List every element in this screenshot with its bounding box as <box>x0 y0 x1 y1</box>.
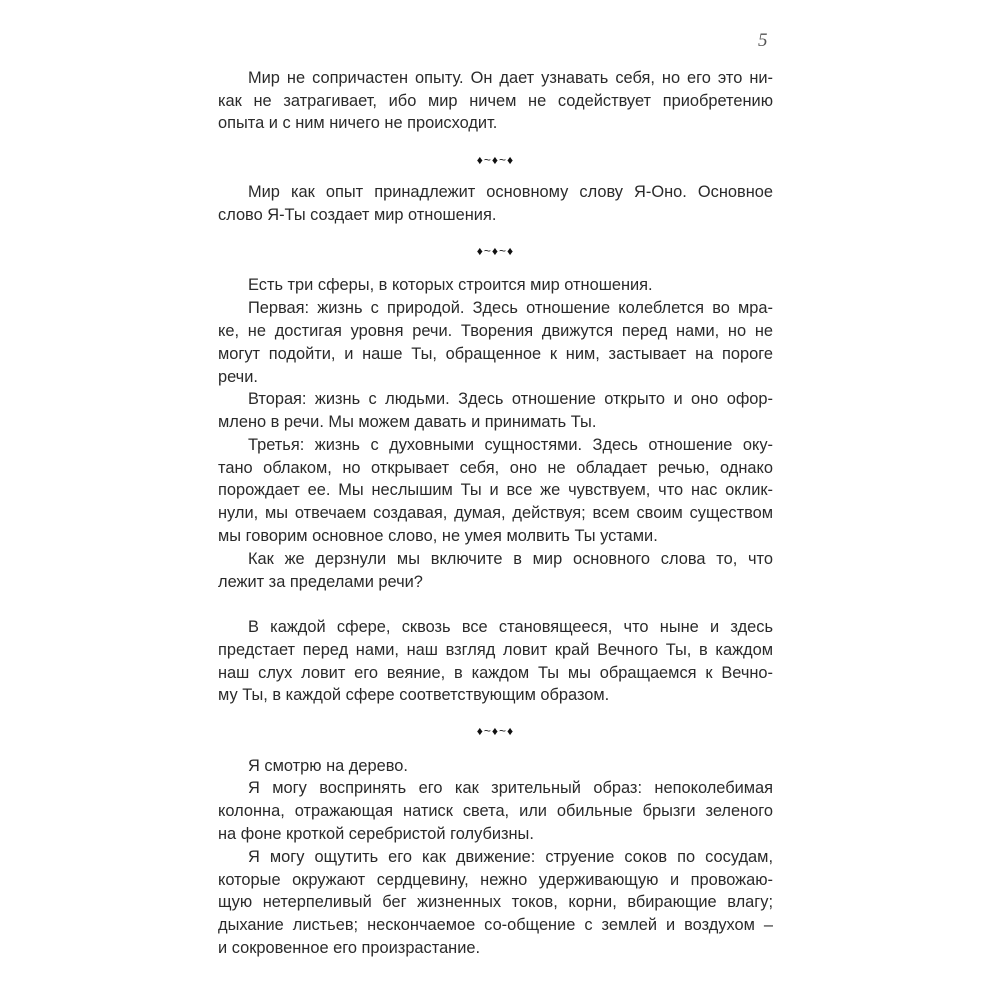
paragraph-line: Я могу воспринять его как зрительный образ: непоколебимая <box>248 779 773 797</box>
paragraph-line: Вторая: жизнь с людьми. Здесь отношение открыто и оно офор- <box>248 390 773 408</box>
page-number: 5 <box>758 30 768 51</box>
paragraph-line: мы говорим основное слово, не умея молвить Ты устами. <box>218 527 658 545</box>
paragraph-line: опыта и с ним ничего не происходит. <box>218 114 498 132</box>
paragraph-line: Первая: жизнь с природой. Здесь отношение колеблется во мра- <box>248 299 773 317</box>
paragraph-line: как не затрагивает, ибо мир ничем не содействует приобретению <box>218 92 773 110</box>
paragraph-line: предстает перед нами, наш взгляд ловит край Вечного Ты, в каждом <box>218 641 773 659</box>
paragraph-line: Мир не сопричастен опыту. Он дает узнавать себя, но его это ни- <box>248 69 773 87</box>
paragraph-line: Как же дерзнули мы включите в мир основного слова то, что <box>248 550 773 568</box>
paragraph-line: В каждой сфере, сквозь все становящееся, что ныне и здесь <box>248 618 773 636</box>
paragraph-line: Есть три сферы, в которых строится мир отношения. <box>248 276 653 294</box>
section-separator: ♦~♦~♦ <box>476 244 515 258</box>
paragraph-line: млено в речи. Мы можем давать и принимать Ты. <box>218 413 597 431</box>
paragraph-line: речи. <box>218 368 258 386</box>
paragraph-line: нули, мы отвечаем создавая, думая, действуя; всем своим существом <box>218 504 773 522</box>
paragraph-line: которые окружают сердцевину, нежно удерживающую и провожаю- <box>218 871 773 889</box>
paragraph-line: Мир как опыт принадлежит основному слову Я-Оно. Основное <box>248 183 773 201</box>
paragraph-line: ке, не достигая уровня речи. Творения движутся перед нами, но не <box>218 322 773 340</box>
paragraph-line: могут подойти, и наше Ты, обращенное к ним, застывает на пороге <box>218 345 773 363</box>
section-separator: ♦~♦~♦ <box>476 153 515 167</box>
paragraph-line: и сокровенное его произрастание. <box>218 939 481 957</box>
paragraph-line: Я могу ощутить его как движение: струение соков по сосудам, <box>248 848 773 866</box>
paragraph-line: слово Я-Ты создает мир отношения. <box>218 206 497 224</box>
paragraph-line: на фоне кроткой серебристой голубизны. <box>218 825 534 843</box>
paragraph-line: дыхание листьев; нескончаемое со-общение с землей и воздухом – <box>218 916 773 934</box>
paragraph-line: порождает ее. Мы неслышим Ты и все же чувствуем, что нас оклик- <box>218 481 773 499</box>
paragraph-line: Третья: жизнь с духовными сущностями. Здесь отношение оку- <box>248 436 773 454</box>
section-separator: ♦~♦~♦ <box>476 724 515 738</box>
paragraph-line: щую нетерпеливый бег жизненных токов, корни, вбирающие влагу; <box>218 893 773 911</box>
paragraph-line: наш слух ловит его веяние, в каждом Ты мы обращаемся к Вечно- <box>218 664 773 682</box>
paragraph-line: Я смотрю на дерево. <box>248 757 408 775</box>
paragraph-line: лежит за пределами речи? <box>218 573 423 591</box>
paragraph-line: тано облаком, но открывает себя, оно не обладает речью, однако <box>218 459 773 477</box>
paragraph-line: му Ты, в каждой сфере соответствующим образом. <box>218 686 610 704</box>
paragraph-line: колонна, отражающая натиск света, или обильные брызги зеленого <box>218 802 773 820</box>
